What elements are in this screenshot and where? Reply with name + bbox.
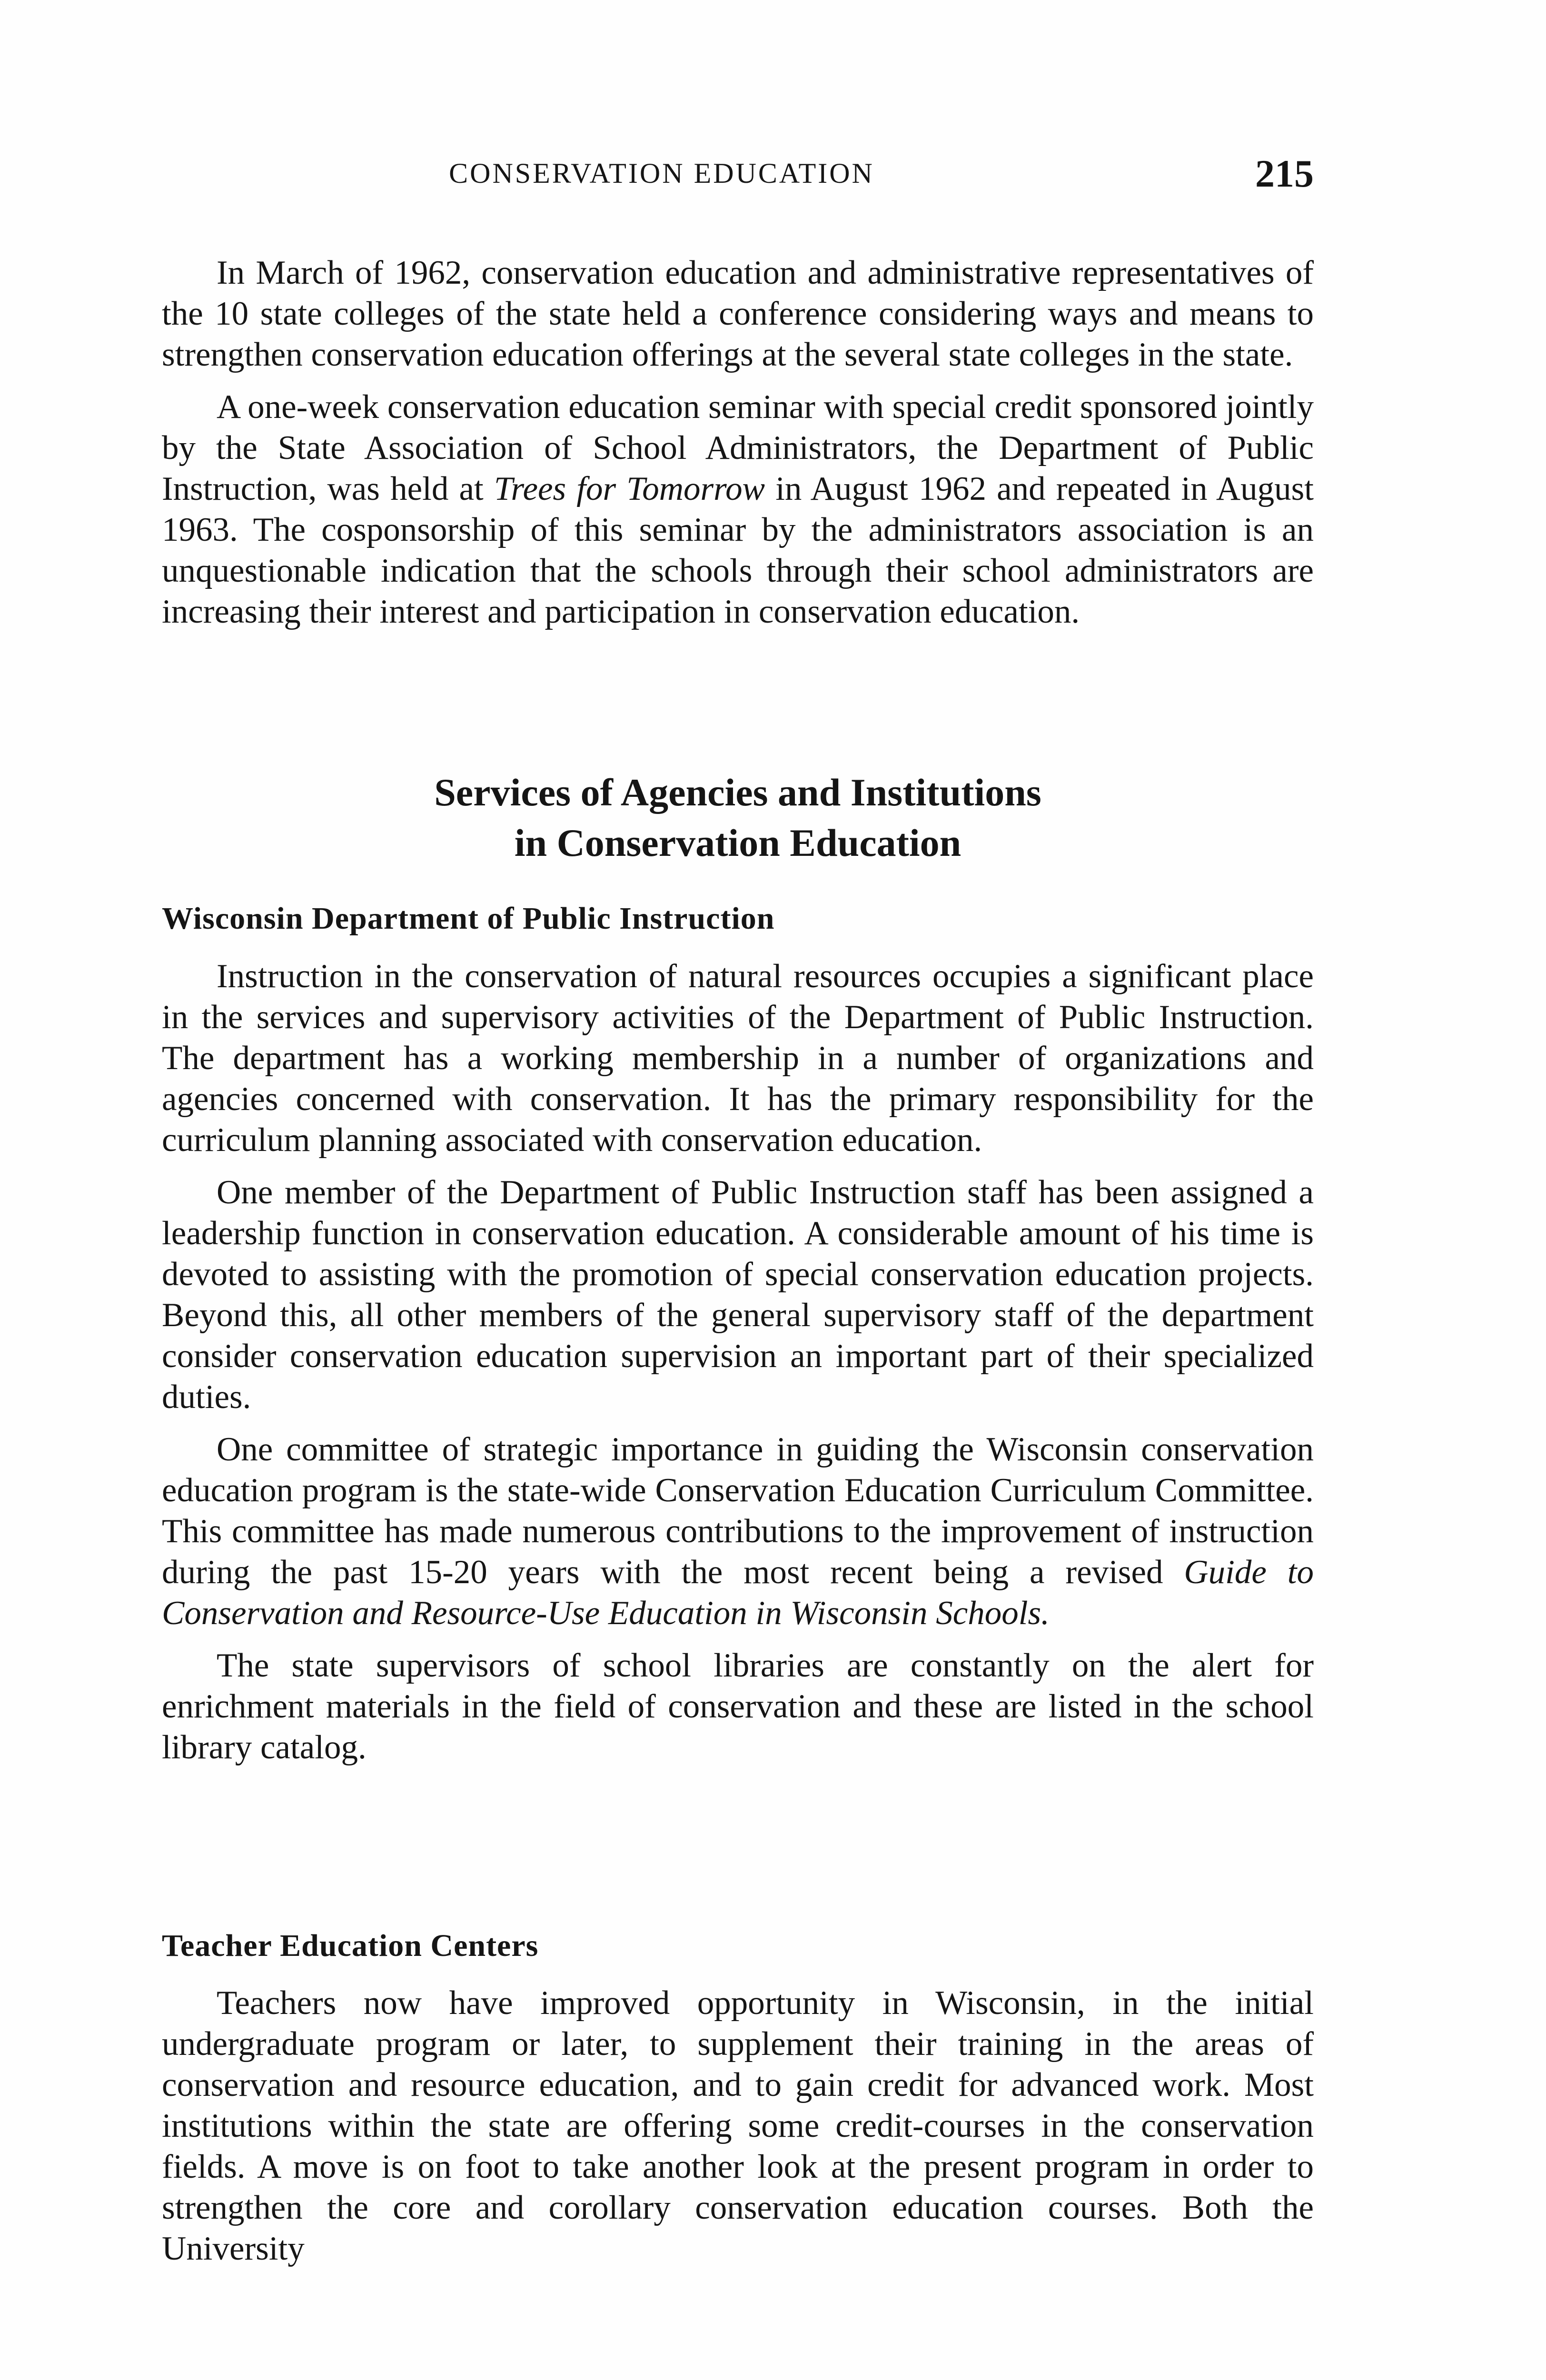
- dpi-heading: Wisconsin Department of Public Instruction: [162, 901, 775, 936]
- committee-text: One committee of strategic importance in guiding the Wisconsin conservation education program is the state-wide Conservation Education Curriculum Committee. This committee has made numerous contributions to the improvement of instruction during the past 15-20 years with the most recent being a revised: [162, 1431, 1314, 1591]
- dpi-section: [162, 956, 1314, 1768]
- paragraph-seminar: [162, 387, 1314, 632]
- trees-for-tomorrow-title: Trees for Tomorrow: [494, 470, 765, 507]
- seminar-text-end: in August 1962 and repeated in August 1963. The cosponsorship of this seminar by the administrators association is an unquestionable indication that the schools through their school administrators are increasing their interest and participation in conservation education.: [162, 470, 1314, 630]
- paragraph-dpi-instruction: Instruction in the conservation of natural resources occupies a significant place in the services and supervisory activities of the Department of Public Instruction. The department has a working membership in a number of organizations and agencies concerned with conservation. It has the primary responsibility for the curriculum planning associated with conservation education.: [162, 958, 1314, 1159]
- intro-section: [162, 252, 1314, 632]
- paragraph-dpi-libraries: The state supervisors of school libraries are constantly on the alert for enrichment materials in the field of conservation and these are listed in the school library catalog.: [162, 1647, 1314, 1766]
- paragraph-dpi-staff: One member of the Department of Public Instruction staff has been assigned a leadership function in conservation education. A considerable amount of his time is devoted to assisting with the promotion of special conservation education projects. Beyond this, all other members of the general supervisory staff of the department consider conservation education supervision an important part of their specialized duties.: [162, 1174, 1314, 1416]
- seminar-text-start: A one-week conservation education seminar with special credit sponsored jointly by the State Association of School Administrators, the Department of Public Instruction, was held at: [162, 388, 1314, 507]
- paragraph-teacher-education: Teachers now have improved opportunity in Wisconsin, in the initial undergraduate program or later, to supplement their training in the areas of conservation and resource education, and to gain credit for advanced work. Most institutions within the state are offering some credit-courses in the conservation fields. A move is on foot to take another look at the present program in order to strengthen the core and corollary conservation education courses. Both the University: [162, 1984, 1314, 2267]
- running-title: CONSERVATION EDUCATION: [449, 158, 874, 189]
- running-header: [162, 151, 1314, 204]
- teacher-education-heading: Teacher Education Centers: [162, 1928, 539, 1963]
- section-title: [162, 767, 1314, 868]
- guide-title: Guide to Conservation and Resource-Use Education in Wisconsin Schools.: [162, 1554, 1314, 1632]
- paragraph-dpi-committee: [162, 1429, 1314, 1634]
- paragraph-march-1962-conference: In March of 1962, conservation education and administrative representatives of the 10 state colleges of the state held a conference considering ways and means to strengthen conservation education offerings at the several state colleges in the state.: [162, 254, 1314, 373]
- section-title-line-2: in Conservation Education: [514, 821, 961, 864]
- page-number: 215: [1255, 152, 1314, 195]
- section-title-line-1: Services of Agencies and Institutions: [434, 771, 1041, 814]
- teacher-education-section: [162, 1983, 1314, 2269]
